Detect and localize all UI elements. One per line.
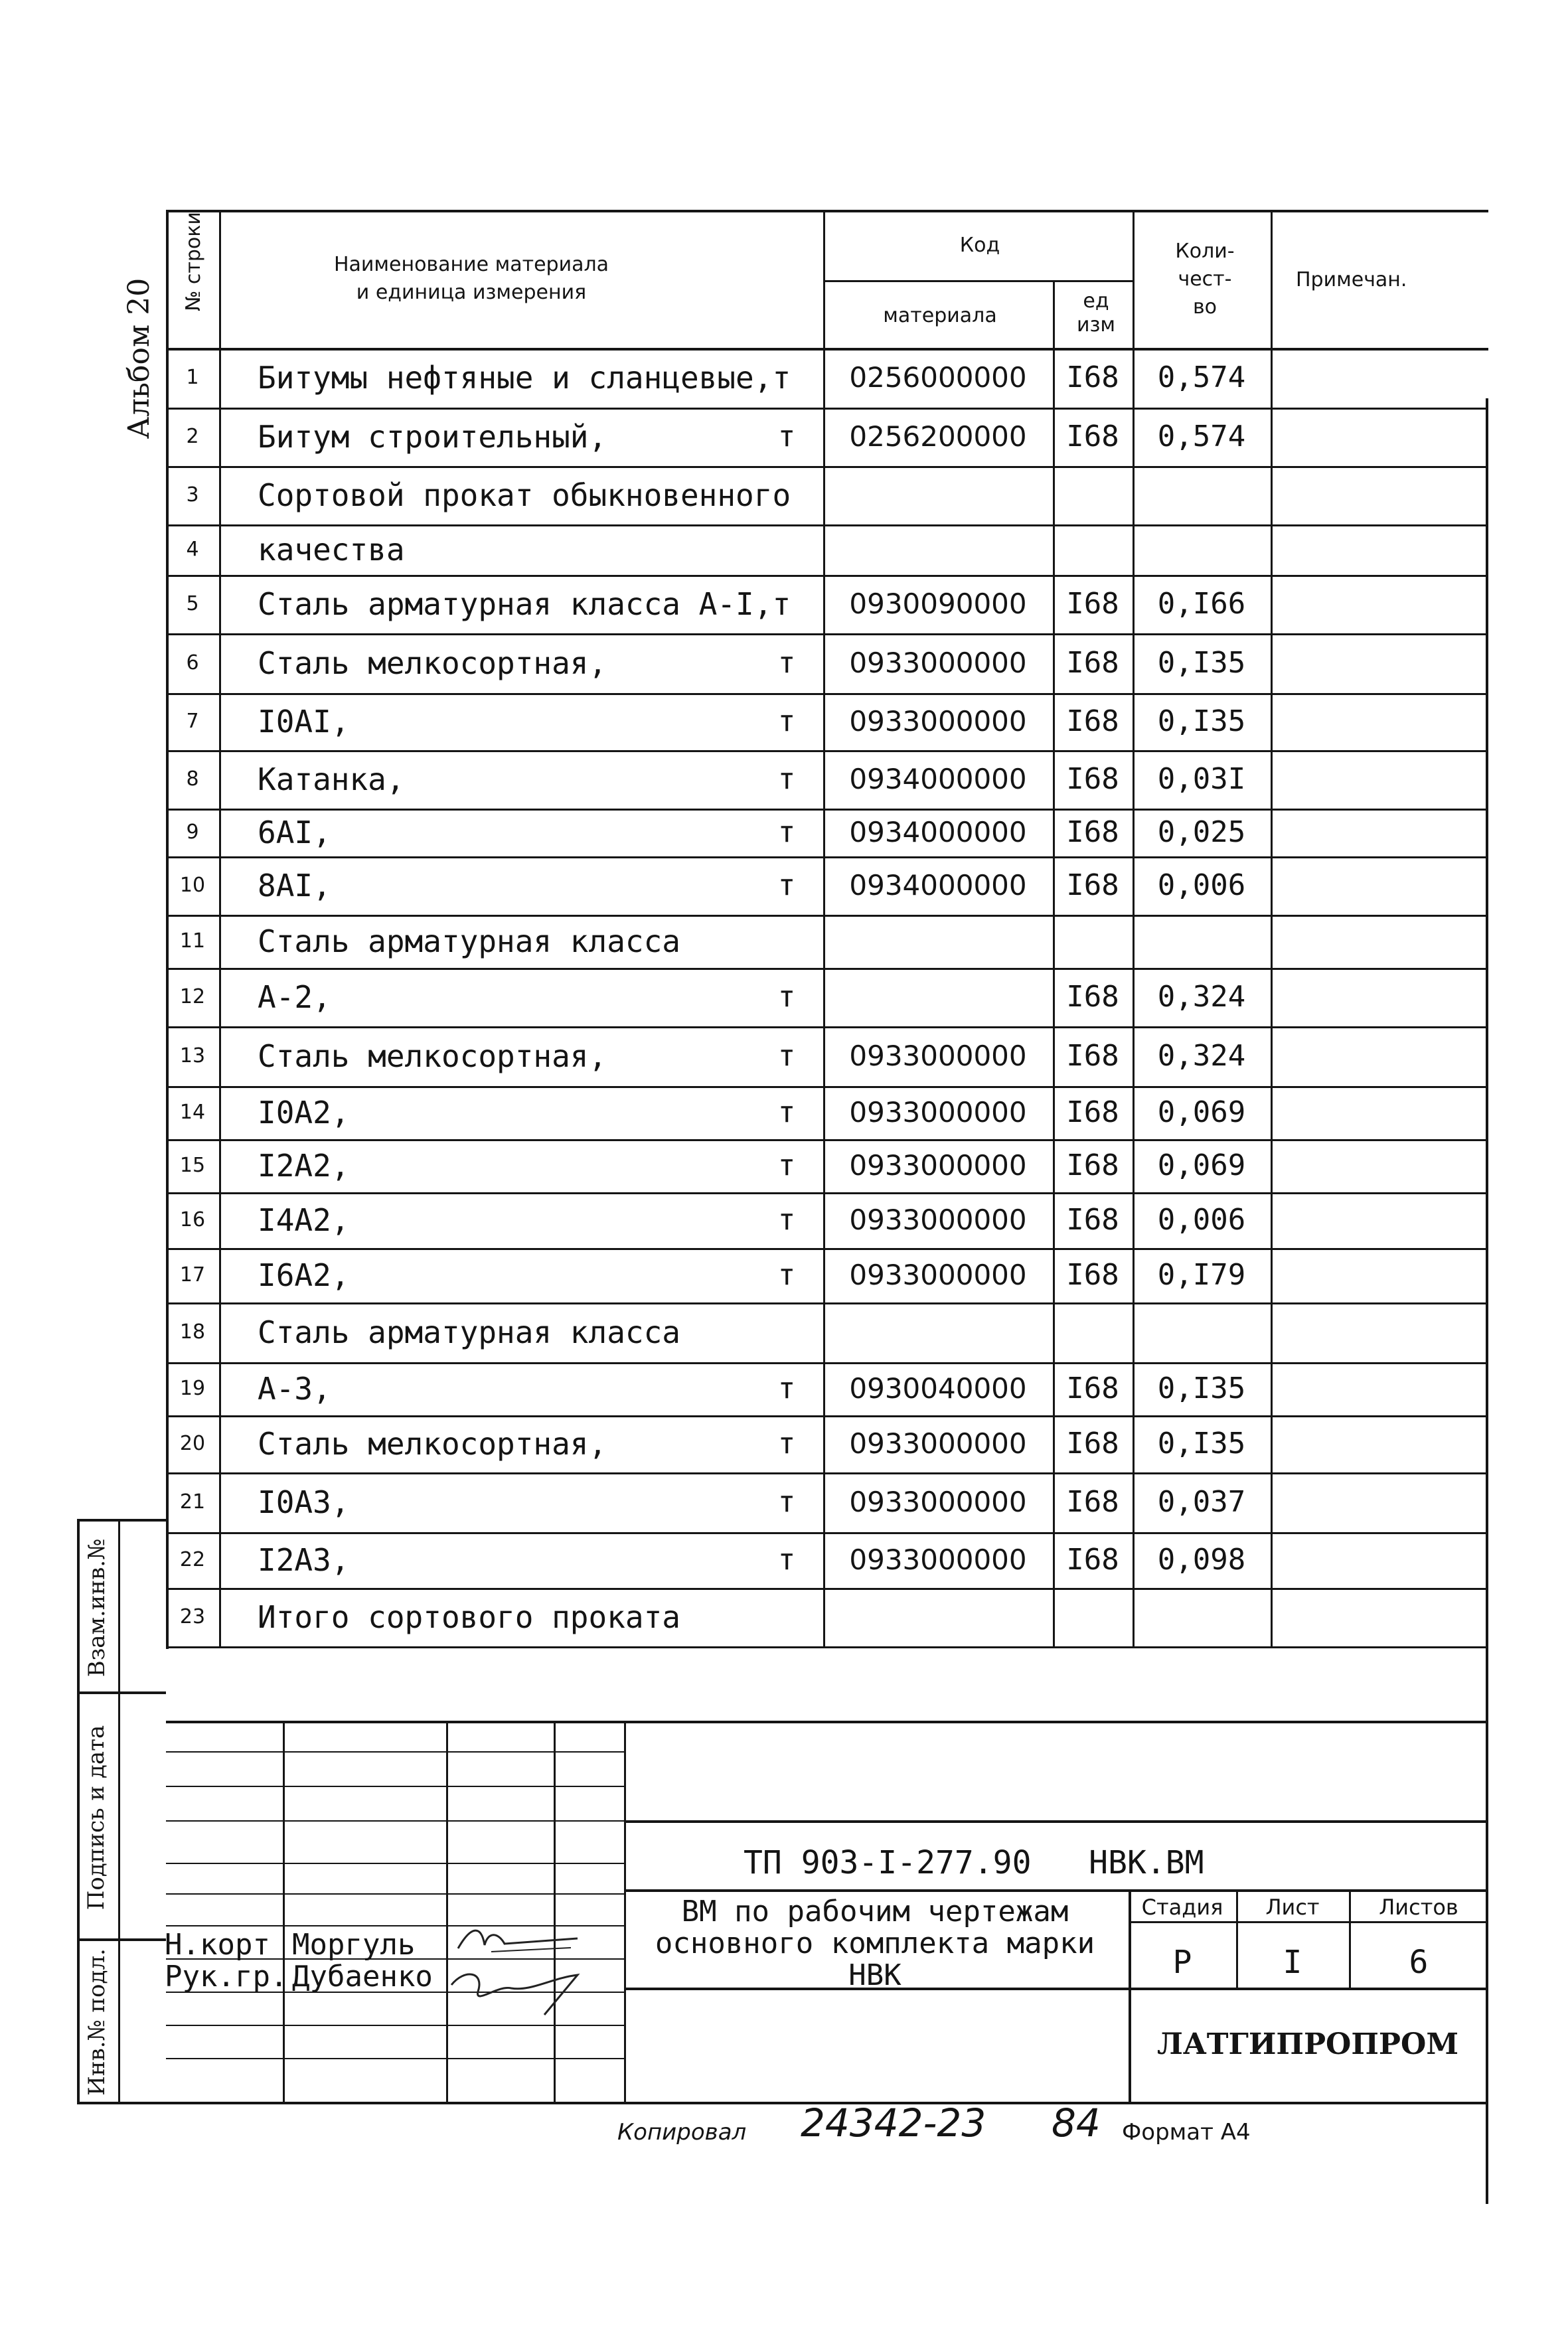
row-material-code: 0933000000	[849, 647, 1027, 679]
row-material-name: Битумы нефтяные и сланцевые,т	[258, 360, 791, 396]
row-material-name: I0A2,	[258, 1095, 350, 1131]
row-number: 8	[186, 767, 199, 791]
stamp-sheets: 6	[1409, 1944, 1429, 1981]
row-material-code	[823, 915, 1053, 968]
row-quantity: 0,I66	[1157, 587, 1246, 621]
row-unit-suffix: т	[777, 1148, 796, 1182]
row-number: 11	[179, 929, 206, 953]
row-quantity: 0,098	[1157, 1543, 1246, 1577]
row-unit-suffix	[770, 348, 803, 408]
row-unit-suffix: т	[777, 868, 796, 902]
row-material-code: 0934000000	[849, 816, 1027, 848]
inv-podl-label: Инв.№ подл.	[84, 1948, 110, 2096]
row-unit-suffix: т	[777, 1095, 796, 1129]
stamp-sheets-label: Листов	[1379, 1895, 1458, 1920]
row-unit-suffix	[770, 575, 803, 633]
row-material-name: качества	[258, 532, 405, 568]
stamp-doc-code: ТП 903-I-277.90 НВК.ВМ	[744, 1844, 1204, 1881]
row-material-name: Сталь арматурная класса А-I,т	[258, 586, 791, 622]
row-number: 9	[186, 821, 199, 844]
row-material-code: 0933000000	[849, 705, 1027, 738]
vzam-inv-label: Взам.инв.№	[84, 1538, 110, 1678]
row-material-name: Итого сортового проката	[258, 1599, 680, 1635]
row-quantity	[1133, 915, 1271, 968]
row-number: 6	[186, 651, 199, 674]
footer-format: Формат А4	[1122, 2119, 1251, 2146]
row-material-code: 0933000000	[849, 1204, 1027, 1236]
header-name: Наименование материала и единица измерения	[333, 253, 609, 304]
row-unit-code: I68	[1066, 646, 1119, 680]
row-material-code: 0933000000	[849, 1543, 1027, 1576]
row-number: 12	[179, 985, 206, 1008]
podpis-data-label: Подпись и дата	[83, 1725, 110, 1911]
row-number: 21	[179, 1490, 206, 1514]
row-material-code: 0933000000	[849, 1040, 1027, 1072]
row-number: 16	[179, 1208, 206, 1231]
row-material-name: I0AI,	[258, 704, 350, 740]
header-unit: ед изм	[1076, 289, 1116, 337]
row-unit-code: I68	[1066, 1039, 1119, 1073]
row-number: 13	[179, 1044, 206, 1067]
row-material-name: I2A3,	[258, 1542, 350, 1578]
footer-order-number: 24342-23	[801, 2100, 986, 2146]
row-unit-suffix	[770, 1302, 803, 1362]
stamp-role-2: Рук.гр.	[165, 1960, 288, 1994]
row-material-code: 0256000000	[849, 361, 1027, 394]
row-quantity: 0,I35	[1157, 1372, 1246, 1405]
row-quantity: 0,025	[1157, 815, 1246, 849]
row-unit-suffix	[770, 915, 803, 968]
signature-1	[451, 1919, 584, 1958]
row-quantity: 0,03I	[1157, 762, 1246, 796]
row-quantity: 0,I79	[1157, 1258, 1246, 1292]
row-material-name: Сталь арматурная класса	[258, 1314, 680, 1350]
row-material-name: Сталь арматурная класса	[258, 923, 680, 959]
row-unit-code: I68	[1066, 1203, 1119, 1237]
stamp-title: ВМ по рабочим чертежам основного комплекта марки НВК	[655, 1895, 1095, 1992]
row-unit-code	[1053, 1302, 1133, 1362]
row-unit-code: I68	[1066, 762, 1119, 796]
row-unit-suffix	[770, 1588, 803, 1646]
row-unit-suffix: т	[777, 1039, 796, 1073]
row-number: 3	[186, 483, 199, 507]
row-quantity	[1133, 1588, 1271, 1646]
row-unit-code: I68	[1066, 420, 1119, 453]
row-quantity: 0,006	[1157, 1203, 1246, 1237]
row-unit-code: I68	[1066, 704, 1119, 738]
stamp-person-2: Дубаенко	[292, 1960, 433, 1994]
row-number: 5	[186, 592, 199, 615]
row-material-code: 0933000000	[849, 1096, 1027, 1129]
row-unit-suffix	[770, 524, 803, 575]
row-quantity: 0,I35	[1157, 646, 1246, 680]
row-number: 15	[179, 1154, 206, 1177]
row-unit-code: I68	[1066, 1095, 1119, 1129]
row-unit-suffix: т	[777, 815, 796, 849]
row-unit-code: I68	[1066, 1485, 1119, 1519]
row-material-name: Битум строительный,	[258, 419, 607, 455]
row-unit-code	[1053, 466, 1133, 524]
stamp-stage: Р	[1172, 1944, 1192, 1981]
stamp-organization: ЛАТГИПРОПРОМ	[1156, 2027, 1459, 2061]
row-material-code: 0933000000	[849, 1259, 1027, 1291]
row-material-name: А-3,	[258, 1371, 331, 1407]
row-material-name: Сталь мелкосортная,	[258, 1038, 607, 1074]
row-quantity: 0,574	[1157, 420, 1246, 453]
row-material-code: 0933000000	[849, 1149, 1027, 1182]
header-material: материала	[883, 304, 997, 327]
row-unit-suffix: т	[777, 646, 796, 680]
row-material-code	[823, 524, 1053, 575]
row-material-code	[823, 968, 1053, 1026]
row-unit-suffix: т	[777, 1485, 796, 1519]
row-material-code: 0933000000	[849, 1486, 1027, 1518]
row-material-code: 0934000000	[849, 763, 1027, 795]
row-unit-code: I68	[1066, 815, 1119, 849]
row-quantity: 0,324	[1157, 980, 1246, 1014]
row-quantity: 0,006	[1157, 868, 1246, 902]
row-material-name: I6A2,	[258, 1257, 350, 1293]
row-material-code: 0256200000	[849, 420, 1027, 453]
row-number: 17	[179, 1263, 206, 1287]
signature-2	[445, 1958, 591, 2018]
row-quantity	[1133, 1302, 1271, 1362]
row-unit-suffix: т	[777, 420, 796, 453]
header-note: Примечан.	[1296, 268, 1407, 291]
row-number: 18	[179, 1320, 206, 1344]
row-quantity: 0,069	[1157, 1095, 1246, 1129]
row-material-code: 0933000000	[849, 1427, 1027, 1460]
stamp-stage-label: Стадия	[1141, 1895, 1223, 1920]
row-quantity	[1133, 524, 1271, 575]
row-number: 19	[179, 1377, 206, 1400]
row-unit-suffix	[770, 466, 803, 524]
footer-page-number: 84	[1052, 2100, 1101, 2146]
row-material-code: 0934000000	[849, 869, 1027, 902]
row-material-name: Сталь мелкосортная,	[258, 645, 607, 681]
row-number: 10	[179, 874, 206, 897]
stamp-sheet-label: Лист	[1265, 1895, 1320, 1920]
stamp-sheet: I	[1283, 1944, 1302, 1981]
row-number: 14	[179, 1101, 206, 1124]
row-unit-code: I68	[1066, 980, 1119, 1014]
row-unit-suffix: т	[777, 1543, 796, 1577]
row-quantity: 0,324	[1157, 1039, 1246, 1073]
row-material-name: I2A2,	[258, 1148, 350, 1184]
row-unit-code: I68	[1066, 1372, 1119, 1405]
row-material-name: Сортовой прокат обыкновенного	[258, 477, 791, 513]
row-material-name: I0A3,	[258, 1484, 350, 1520]
row-unit-code	[1053, 524, 1133, 575]
row-unit-suffix: т	[777, 1427, 796, 1460]
row-unit-code	[1053, 1588, 1133, 1646]
row-quantity	[1133, 466, 1271, 524]
row-material-name: Катанка,	[258, 761, 405, 797]
row-number: 22	[179, 1548, 206, 1571]
row-quantity: 0,I35	[1157, 1427, 1246, 1460]
header-quantity: Коли- чест- во	[1175, 240, 1235, 319]
row-material-name: I4A2,	[258, 1202, 350, 1238]
row-number: 1	[186, 366, 199, 389]
row-unit-suffix: т	[777, 762, 796, 796]
row-number: 23	[179, 1605, 206, 1628]
row-number: 4	[186, 538, 199, 561]
row-number: 2	[186, 425, 199, 448]
row-unit-suffix: т	[777, 1203, 796, 1237]
row-quantity: 0,069	[1157, 1148, 1246, 1182]
row-unit-code: I68	[1066, 868, 1119, 902]
row-quantity: 0,574	[1157, 360, 1246, 394]
row-unit-code: I68	[1066, 1148, 1119, 1182]
header-code: Код	[959, 234, 1000, 257]
row-unit-suffix: т	[777, 1258, 796, 1292]
row-material-name: 6AI,	[258, 815, 331, 850]
footer-copied: Копировал	[617, 2119, 747, 2146]
row-unit-code: I68	[1066, 1258, 1119, 1292]
stamp-person-1: Моргуль	[292, 1928, 416, 1962]
row-unit-code: I68	[1066, 1427, 1119, 1460]
row-unit-code: I68	[1066, 587, 1119, 621]
row-quantity: 0,I35	[1157, 704, 1246, 738]
row-material-name: А-2,	[258, 979, 331, 1015]
row-unit-code	[1053, 915, 1133, 968]
row-quantity: 0,037	[1157, 1485, 1246, 1519]
row-material-code	[823, 1302, 1053, 1362]
stamp-role-1: Н.корт	[165, 1928, 270, 1962]
row-number: 7	[186, 710, 199, 733]
row-material-code	[823, 466, 1053, 524]
row-material-code	[823, 1588, 1053, 1646]
album-label: Альбом 20	[122, 277, 156, 439]
row-number: 20	[179, 1432, 206, 1455]
row-unit-suffix: т	[777, 980, 796, 1014]
row-unit-suffix: т	[777, 1372, 796, 1405]
row-material-name: Сталь мелкосортная,	[258, 1426, 607, 1462]
row-material-code: 0930090000	[849, 588, 1027, 620]
row-unit-code: I68	[1066, 360, 1119, 394]
row-unit-suffix: т	[777, 704, 796, 738]
header-row-number: № строки	[182, 212, 205, 311]
row-material-code: 0930040000	[849, 1372, 1027, 1405]
row-unit-code: I68	[1066, 1543, 1119, 1577]
row-material-name: 8AI,	[258, 868, 331, 903]
